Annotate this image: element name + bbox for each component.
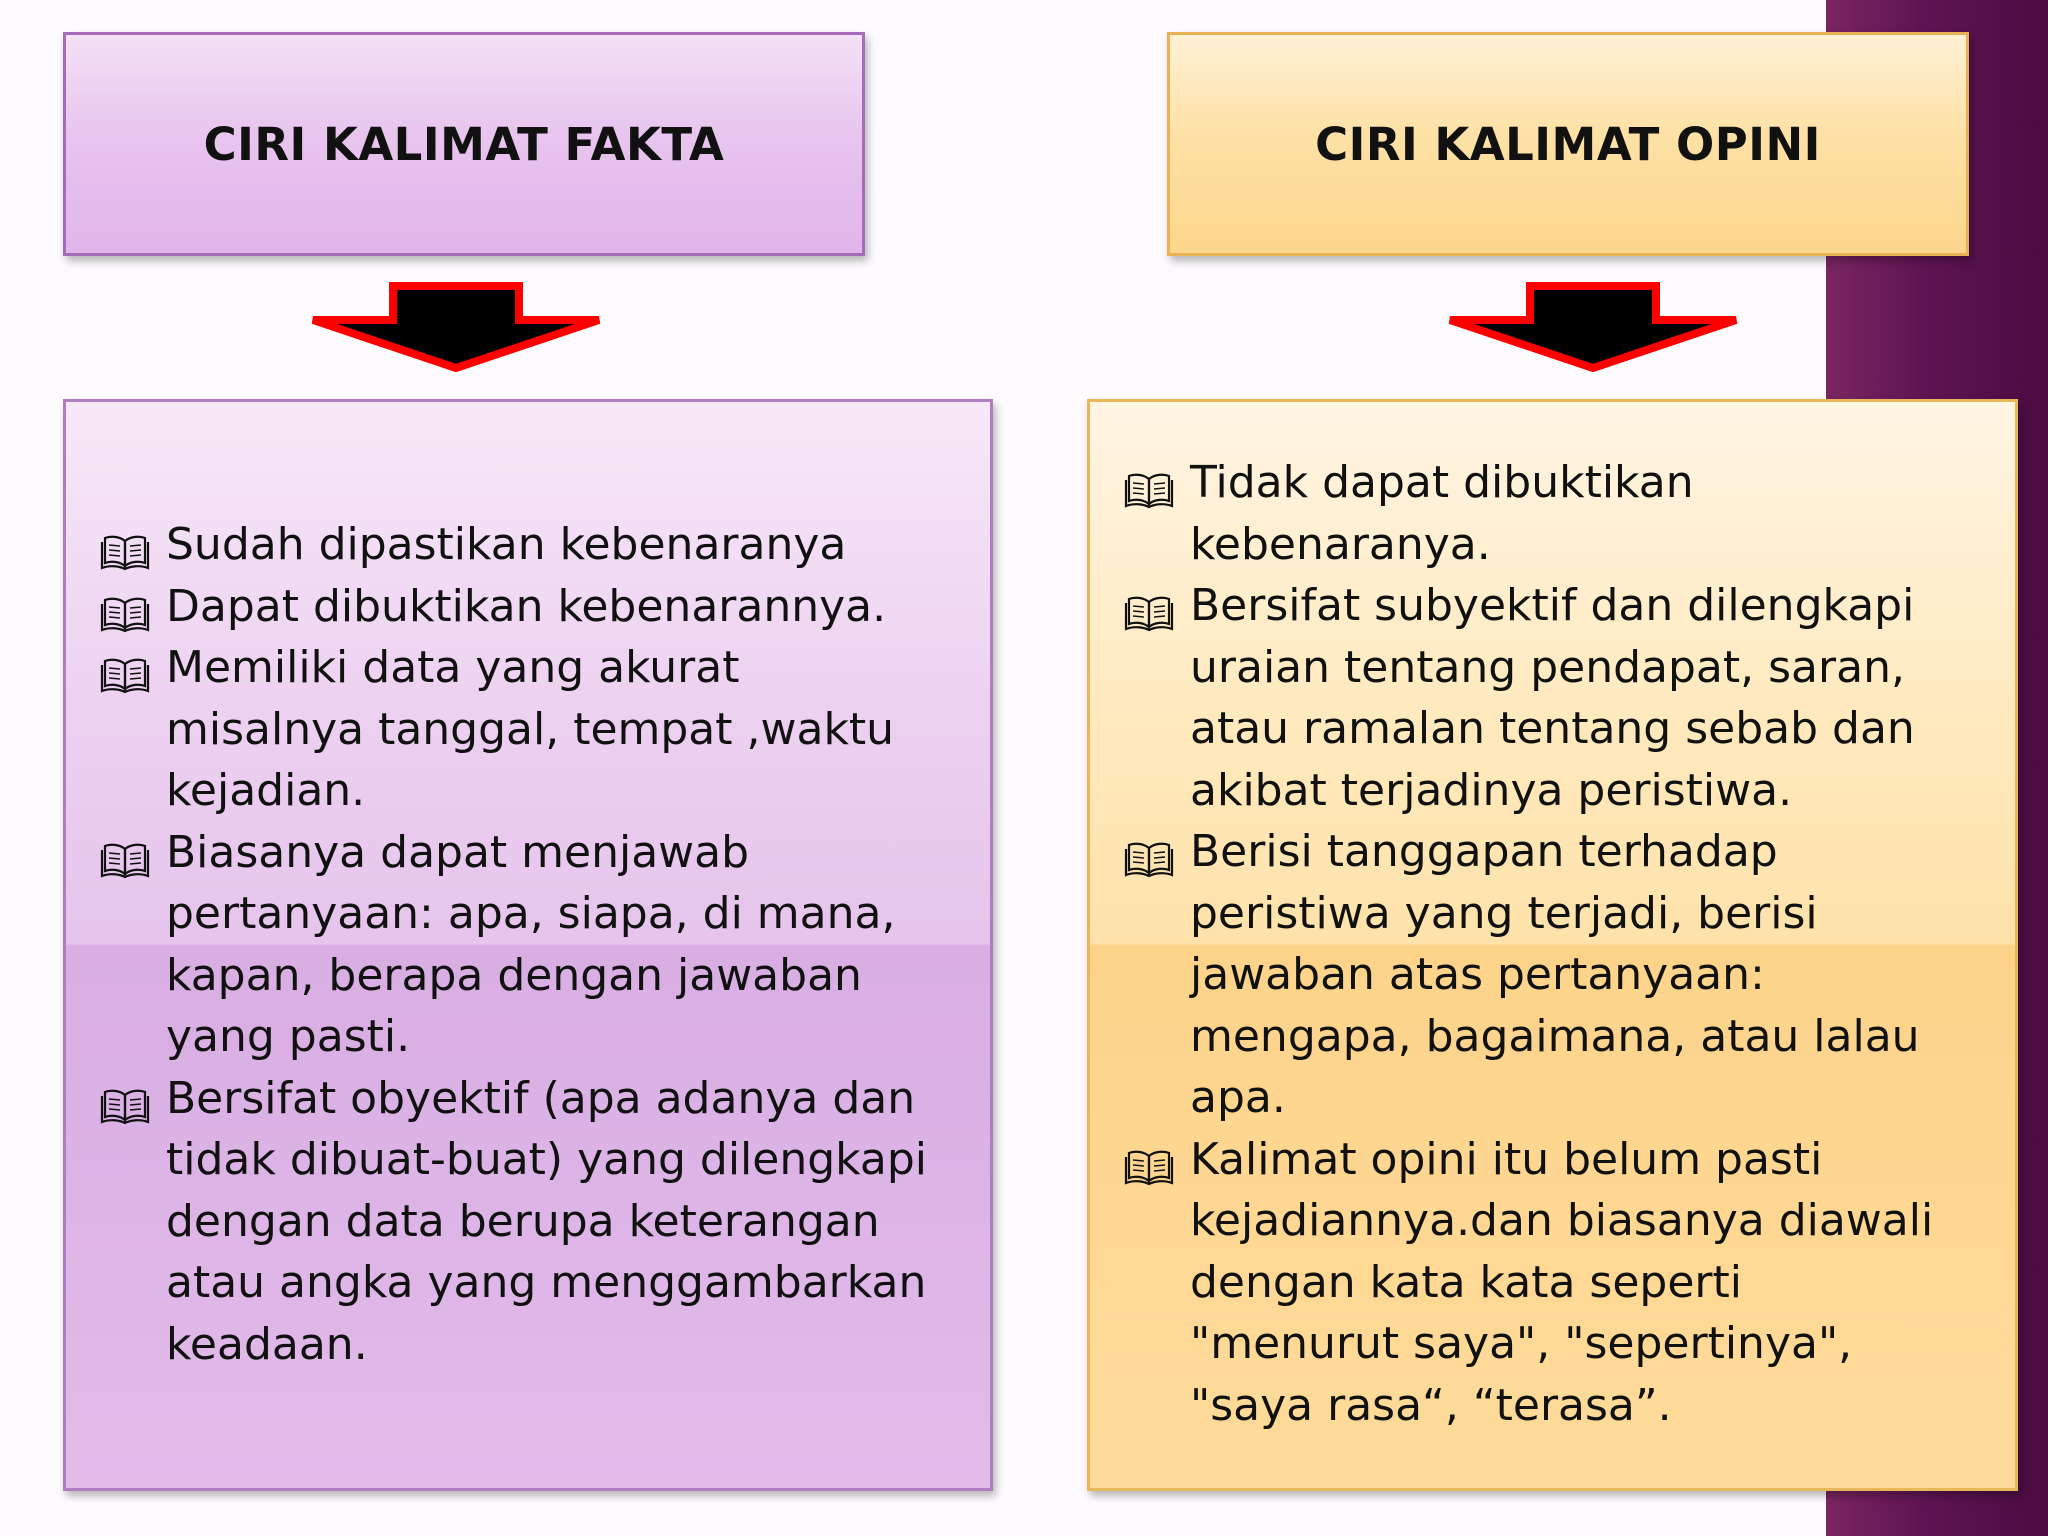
book-icon [100,834,150,872]
fakta-title: CIRI KALIMAT FAKTA [203,117,725,171]
opini-list-item [1124,575,2004,821]
fakta-list-item [100,514,980,576]
down-arrow-icon-opini [1446,282,1740,372]
down-arrow-icon-fakta [309,282,603,372]
opini-list-item-text: Bersifat subyektif dan dilengkapi uraian tentang pendapat, saran, atau ramalan tentang sebab dan akibat terjadinya peristiwa. [1190,580,1915,816]
fakta-header-box [63,32,865,256]
fakta-list-item-text: Dapat dibuktikan kebenarannya. [166,580,887,632]
opini-title: CIRI KALIMAT OPINI [1315,117,1821,171]
opini-list-item-text: Kalimat opini itu belum pasti kejadiannya.dan biasanya diawali dengan kata kata seperti "menurut saya", "sepertinya", "saya rasa“, “terasa”. [1190,1133,1934,1431]
fakta-list-item-text: Memiliki data yang akurat misalnya tanggal, tempat ,waktu kejadian. [166,642,895,816]
fakta-list-item [100,1068,980,1376]
book-icon [1124,587,1174,625]
opini-list-item-text: Berisi tanggapan terhadap peristiwa yang terjadi, berisi jawaban atas pertanyaan: mengapa, bagaimana, atau lalau apa. [1190,826,1920,1123]
opini-list [1124,452,2004,1436]
fakta-list-item-text: Bersifat obyektif (apa adanya dan tidak dibuat-buat) yang dilengkapi dengan data berupa keterangan atau angka yang menggambarkan keadaan. [166,1072,927,1370]
fakta-list-item [100,576,980,638]
fakta-list-item [100,637,980,822]
opini-list-item [1124,821,2004,1129]
opini-header-box [1167,32,1969,256]
opini-list-item [1124,1129,2004,1437]
book-icon [100,1080,150,1118]
book-icon [100,649,150,687]
book-icon [1124,1141,1174,1179]
fakta-list-item [100,822,980,1068]
fakta-list-item-text: Biasanya dapat menjawab pertanyaan: apa, siapa, di mana, kapan, berapa dengan jawaban yang pasti. [166,826,896,1062]
fakta-list [100,514,980,1375]
fakta-list-item-text: Sudah dipastikan kebenaranya [166,519,847,570]
opini-list-item-text: Tidak dapat dibuktikan kebenaranya. [1190,457,1694,570]
book-icon [1124,833,1174,871]
book-icon [100,588,150,626]
book-icon [1124,464,1174,502]
opini-list-item [1124,452,2004,575]
book-icon [100,526,150,564]
